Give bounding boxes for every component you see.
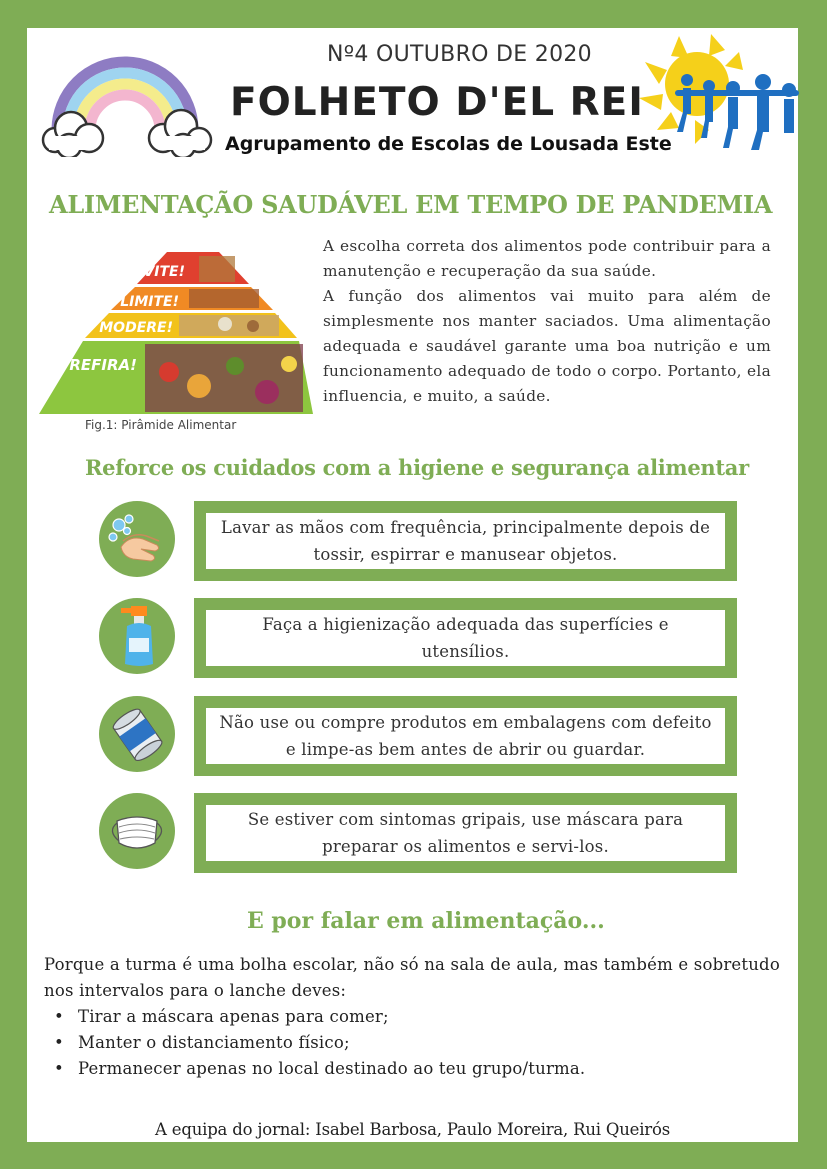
section-heading-hygiene: Reforce os cuidados com a higiene e segurança alimentar xyxy=(85,455,749,480)
list-item: • Manter o distanciamento físico; xyxy=(78,1030,784,1056)
outro-paragraph: Porque a turma é uma bolha escolar, não só na sala de aula, mas também e sobretudo nos intervalos para o lanche deves: xyxy=(44,955,780,1000)
intro-text xyxy=(323,234,771,409)
issue-date: Nº4 OUTUBRO DE 2020 xyxy=(327,42,592,67)
list-item: • Permanecer apenas no local destinado ao teu grupo/turma. xyxy=(78,1056,784,1082)
food-pyramid-image xyxy=(39,246,313,416)
tip-packaging xyxy=(97,696,739,776)
section-heading-food-talk: E por falar em alimentação... xyxy=(247,908,605,934)
tip-text: Faça a higienização adequada das superfícies e utensílios. xyxy=(262,615,669,661)
tip-text: Não use ou compre produtos em embalagens com defeito e limpe-as bem antes de abrir ou guardar. xyxy=(219,713,712,759)
tip-hand-washing xyxy=(97,501,739,581)
hand-washing-icon xyxy=(99,501,175,577)
tip-surface-cleaning xyxy=(97,598,739,678)
tip-text: Se estiver com sintomas gripais, use máscara para preparar os alimentos e servi-los. xyxy=(247,810,684,856)
school-name: Agrupamento de Escolas de Lousada Este xyxy=(225,133,672,155)
newsletter-title: FOLHETO D'EL REI xyxy=(230,80,644,125)
pyramid-label-prefira: PREFIRA! xyxy=(58,356,137,374)
outro-text xyxy=(44,952,784,1082)
face-mask-icon xyxy=(99,793,175,869)
spray-bottle-icon xyxy=(99,598,175,674)
intro-paragraph-2: A função dos alimentos vai muito para além de simplesmente nos manter saciados. Uma alimentação adequada e saudável garante uma boa nutrição e um funcionamento adequado de todo o corpo. Portanto, ela influencia, e muito, a saúde. xyxy=(323,287,771,405)
section-heading-healthy-eating: ALIMENTAÇÃO SAUDÁVEL EM TEMPO DE PANDEMIA xyxy=(49,190,773,219)
tip-box xyxy=(194,793,737,873)
newspaper-team-credits: A equipa do jornal: Isabel Barbosa, Paulo Moreira, Rui Queirós xyxy=(155,1120,670,1139)
rainbow-cloud-logo xyxy=(35,42,215,157)
tip-box xyxy=(194,501,737,581)
pyramid-label-limite: LIMITE! xyxy=(120,294,179,310)
leaflet-page xyxy=(27,28,798,1142)
tip-face-mask xyxy=(97,793,739,873)
rules-list xyxy=(44,1004,784,1082)
tip-box xyxy=(194,696,737,776)
food-can-icon xyxy=(99,696,175,772)
figure-caption: Fig.1: Pirâmide Alimentar xyxy=(85,418,237,432)
tip-text: Lavar as mãos com frequência, principalmente depois de tossir, espirrar e manusear objetos. xyxy=(220,518,711,564)
intro-paragraph-1: A escolha correta dos alimentos pode contribuir para a manutenção e recuperação da sua saúde. xyxy=(323,237,771,280)
tip-box xyxy=(194,598,737,678)
list-item: • Tirar a máscara apenas para comer; xyxy=(78,1004,784,1030)
pyramid-label-modere: MODERE! xyxy=(99,320,173,336)
pyramid-label-evite: EVITE! xyxy=(133,264,185,280)
